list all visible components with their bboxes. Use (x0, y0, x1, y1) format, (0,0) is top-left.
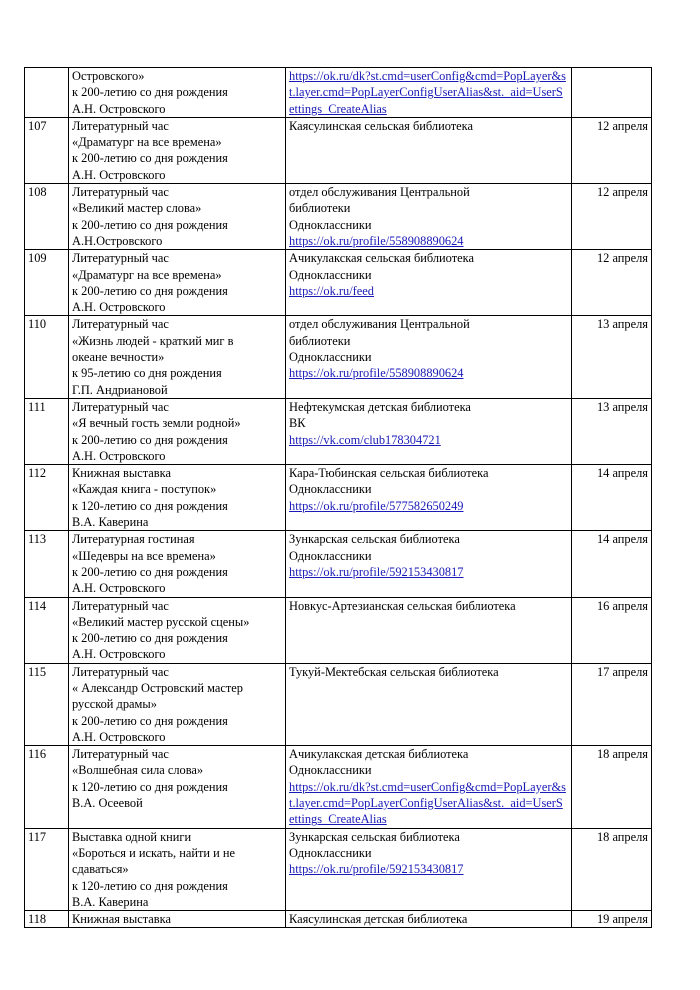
table-row (25, 828, 652, 910)
event-line: к 200-летию со дня рождения (72, 151, 228, 166)
event-line: Г.П. Андриановой (72, 382, 168, 397)
place-cell (286, 465, 572, 531)
event-cell (69, 663, 286, 745)
event-line: «Каждая книга - поступок» (72, 482, 217, 497)
place-line: Зункарская сельская библиотека (289, 829, 460, 844)
place-link[interactable]: https://ok.ru/dk?st.cmd=userConfig&cmd=PopLayer&st.layer.cmd=PopLayerConfigUserAlias&st._aid=UserSettings_CreateAlias (289, 779, 566, 827)
event-line: Островского» (72, 69, 145, 83)
event-line: А.Н. Островского (72, 581, 166, 596)
date-cell: 13 апреля (572, 398, 652, 464)
place-line: Каясулинская детская библиотека (289, 912, 468, 927)
row-number: 109 (25, 250, 69, 316)
table-row (25, 250, 652, 316)
place-line: отдел обслуживания Центральной (289, 185, 470, 200)
row-number (25, 68, 69, 118)
table-row (25, 597, 652, 663)
place-line: Ачикулакская сельская библиотека (289, 251, 474, 266)
table-row (25, 911, 652, 928)
place-cell (286, 184, 572, 250)
place-cell (286, 398, 572, 464)
event-line: к 200-летию со дня рождения (72, 283, 228, 298)
event-cell (69, 911, 286, 928)
event-line: к 200-летию со дня рождения (72, 432, 228, 447)
events-table (24, 67, 652, 928)
place-cell (286, 911, 572, 928)
place-line: Ачикулакская детская библиотека (289, 747, 469, 762)
event-cell (69, 250, 286, 316)
event-line: к 200-летию со дня рождения (72, 713, 228, 728)
table-row (25, 746, 652, 828)
row-number: 113 (25, 531, 69, 597)
events-table-body (25, 68, 652, 928)
event-line: к 120-летию со дня рождения (72, 878, 228, 893)
table-row (25, 663, 652, 745)
place-line: Нефтекумская детская библиотека (289, 399, 471, 414)
event-line: Литературный час (72, 317, 169, 332)
event-line: к 120-летию со дня рождения (72, 779, 228, 794)
place-line: Одноклассники (289, 350, 372, 365)
table-row (25, 398, 652, 464)
place-cell (286, 746, 572, 828)
row-number: 108 (25, 184, 69, 250)
event-line: Книжная выставка (72, 912, 171, 927)
event-line: Литературный час (72, 118, 169, 133)
place-line: Зункарская сельская библиотека (289, 532, 460, 547)
place-line: Одноклассники (289, 763, 372, 778)
place-cell (286, 531, 572, 597)
event-line: Литературный час (72, 664, 169, 679)
event-line: к 200-летию со дня рождения (72, 217, 228, 232)
event-line: А.Н. Островского (72, 300, 166, 315)
place-line: Одноклассники (289, 267, 372, 282)
place-cell (286, 663, 572, 745)
event-cell (69, 828, 286, 910)
table-row (25, 184, 652, 250)
event-line: А.Н. Островского (72, 647, 166, 662)
table-row (25, 117, 652, 183)
event-line: «Драматург на все времена» (72, 267, 222, 282)
event-line: русской драмы» (72, 697, 157, 712)
event-cell (69, 316, 286, 398)
event-line: к 200-летию со дня рождения (72, 85, 228, 100)
row-number: 107 (25, 117, 69, 183)
event-line: «Бороться и искать, найти и не (72, 845, 235, 860)
table-row (25, 531, 652, 597)
place-line: Новкус-Артезианская сельская библиотека (289, 598, 516, 613)
event-line: В.А. Каверина (72, 894, 149, 909)
event-line: Выставка одной книги (72, 829, 192, 844)
row-number: 117 (25, 828, 69, 910)
place-line: отдел обслуживания Центральной (289, 317, 470, 332)
event-line: Литературный час (72, 251, 169, 266)
event-line: к 200-летию со дня рождения (72, 564, 228, 579)
place-cell (286, 250, 572, 316)
date-cell: 12 апреля (572, 117, 652, 183)
event-line: Литературная гостиная (72, 532, 195, 547)
place-cell (286, 828, 572, 910)
place-cell (286, 316, 572, 398)
place-link[interactable]: https://ok.ru/profile/558908890624 (289, 233, 464, 248)
date-cell: 18 апреля (572, 828, 652, 910)
event-line: А.Н. Островского (72, 729, 166, 744)
event-line: А.Н. Островского (72, 167, 166, 182)
event-line: Литературный час (72, 399, 169, 414)
place-link[interactable]: https://ok.ru/profile/592153430817 (289, 862, 464, 877)
event-line: «Я вечный гость земли родной» (72, 416, 241, 431)
row-number: 115 (25, 663, 69, 745)
event-cell (69, 184, 286, 250)
event-line: к 95-летию со дня рождения (72, 366, 222, 381)
event-line: «Шедевры на все времена» (72, 548, 216, 563)
place-line: Тукуй-Мектебская сельская библиотека (289, 664, 499, 679)
event-line: «Драматург на все времена» (72, 135, 222, 150)
place-line: Одноклассники (289, 548, 372, 563)
event-line: Литературный час (72, 747, 169, 762)
place-line: ВК (289, 416, 306, 431)
row-number: 112 (25, 465, 69, 531)
event-cell (69, 117, 286, 183)
event-line: « Александр Островский мастер (72, 680, 243, 695)
place-link[interactable]: https://ok.ru/profile/592153430817 (289, 564, 464, 579)
event-cell (69, 465, 286, 531)
table-row (25, 316, 652, 398)
place-line: библиотеки (289, 333, 351, 348)
place-link[interactable]: https://ok.ru/profile/577582650249 (289, 498, 464, 513)
event-line: Литературный час (72, 185, 169, 200)
place-cell (286, 117, 572, 183)
event-line: В.А. Осеевой (72, 796, 143, 811)
row-number: 110 (25, 316, 69, 398)
event-line: «Великий мастер слова» (72, 201, 202, 216)
event-line: А.Н. Островского (72, 101, 166, 116)
row-number: 111 (25, 398, 69, 464)
date-cell: 16 апреля (572, 597, 652, 663)
event-cell (69, 746, 286, 828)
date-cell: 19 апреля (572, 911, 652, 928)
row-number: 116 (25, 746, 69, 828)
event-line: океане вечности» (72, 350, 165, 365)
event-line: сдаваться» (72, 862, 129, 877)
table-row (25, 68, 652, 118)
event-line: «Волшебная сила слова» (72, 763, 204, 778)
date-cell: 18 апреля (572, 746, 652, 828)
event-line: А.Н.Островского (72, 233, 163, 248)
event-line: «Жизнь людей - краткий миг в (72, 333, 234, 348)
row-number: 114 (25, 597, 69, 663)
date-cell: 14 апреля (572, 465, 652, 531)
place-link[interactable]: https://ok.ru/feed (289, 283, 374, 298)
date-cell: 17 апреля (572, 663, 652, 745)
place-line: Одноклассники (289, 217, 372, 232)
place-line: библиотеки (289, 201, 351, 216)
event-line: Книжная выставка (72, 466, 171, 481)
place-link[interactable]: https://ok.ru/profile/558908890624 (289, 366, 464, 381)
date-cell: 14 апреля (572, 531, 652, 597)
event-line: к 120-летию со дня рождения (72, 498, 228, 513)
event-line: В.А. Каверина (72, 515, 149, 530)
place-line: Одноклассники (289, 845, 372, 860)
row-number: 118 (25, 911, 69, 928)
event-line: Литературный час (72, 598, 169, 613)
event-line: А.Н. Островского (72, 448, 166, 463)
place-line: Одноклассники (289, 482, 372, 497)
place-cell (286, 68, 572, 118)
date-cell: 12 апреля (572, 184, 652, 250)
place-cell (286, 597, 572, 663)
table-row (25, 465, 652, 531)
event-cell (69, 597, 286, 663)
event-line: к 200-летию со дня рождения (72, 631, 228, 646)
event-cell (69, 398, 286, 464)
date-cell: 13 апреля (572, 316, 652, 398)
event-cell (69, 531, 286, 597)
place-line: Кара-Тюбинская сельская библиотека (289, 466, 489, 481)
date-cell (572, 68, 652, 118)
event-cell (69, 68, 286, 118)
place-link[interactable]: https://ok.ru/dk?st.cmd=userConfig&cmd=PopLayer&st.layer.cmd=PopLayerConfigUserAlias&st._aid=UserSettings_CreateAlias (289, 69, 566, 116)
place-line: Каясулинская сельская библиотека (289, 118, 473, 133)
date-cell: 12 апреля (572, 250, 652, 316)
place-link[interactable]: https://vk.com/club178304721 (289, 432, 441, 447)
event-line: «Великий мастер русской сцены» (72, 614, 250, 629)
